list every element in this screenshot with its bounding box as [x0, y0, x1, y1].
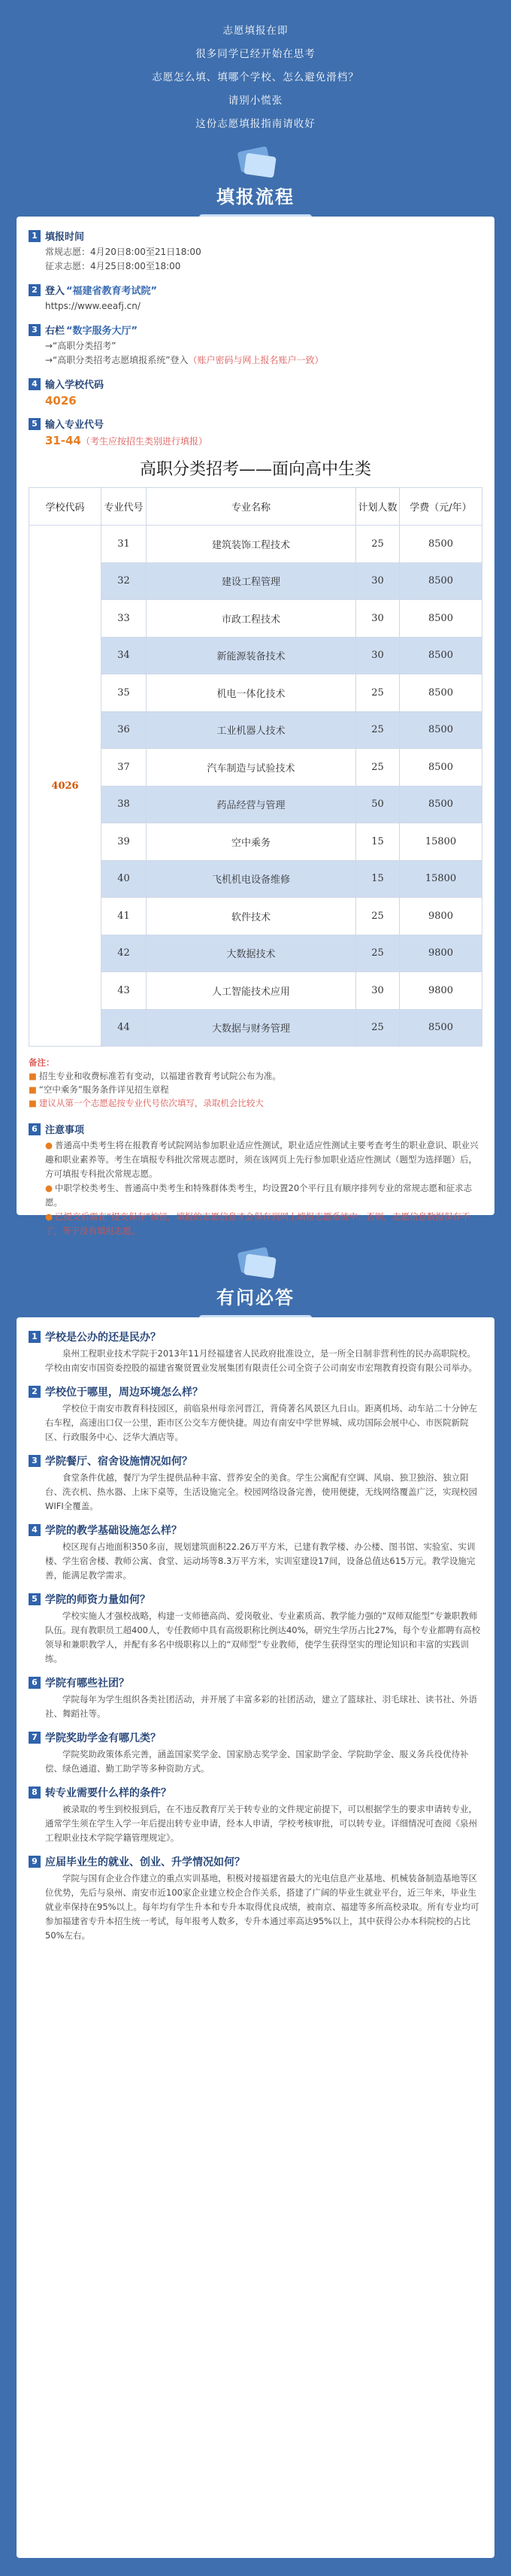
faq-question-text: 学校是公办的还是民办？ — [45, 1332, 161, 1344]
cell-code: 38 — [101, 786, 147, 823]
step-body — [29, 245, 482, 274]
cell-plan: 15 — [356, 823, 400, 861]
table-notes — [29, 1056, 482, 1110]
step-title: 注意事项 — [45, 1125, 85, 1136]
step-title: 输入学校代码 — [45, 380, 104, 391]
note: ■ 招生专业和收费标准若有变动，以福建省教育考试院公布为准。 — [29, 1071, 281, 1081]
cell-name: 药品经营与管理 — [147, 786, 356, 823]
faq-question — [29, 1384, 482, 1399]
cell-code: 33 — [101, 600, 147, 638]
attention-item: ● 已提交后需在“提交保存”按钮，填报的志愿信息才会保存到网上填报志愿系统中；否则，志愿信息数据保存不了，等于没有填报志愿。 — [45, 1211, 470, 1236]
note: ■ “空中乘务”服务条件详见招生章程 — [29, 1084, 169, 1095]
process-card — [17, 217, 494, 1236]
cell-name: 汽车制造与试验技术 — [147, 749, 356, 786]
cell-code: 44 — [101, 1009, 147, 1047]
faq-number: 3 — [29, 1455, 41, 1467]
faq-item — [29, 1730, 482, 1776]
faq-answer: 学院每年为学生组织各类社团活动，并开展了丰富多彩的社团活动，建立了篮球社、羽毛球社、读书社、外语社、舞蹈社等。 — [45, 1694, 477, 1719]
faq-question-text: 学院有哪些社团？ — [45, 1677, 129, 1690]
attention-item: ● 普通高中类考生将在报教育考试院网站参加职业适应性测试，职业适应性测试主要考查考生的职业意识、职业兴趣和职业素养等。考生在填报专科批次常规志愿时，须在该网页上先行参加职业适应性测试（题型为选择题）后，方可填报专科批次常规志愿。 — [45, 1140, 479, 1179]
account-note: （账户密码与网上报名账户一致） — [188, 355, 324, 365]
intro-line: 志愿怎么填、填哪个学校、怎么避免滑档？ — [152, 71, 359, 83]
cell-name: 软件技术 — [147, 898, 356, 935]
cell-code: 43 — [101, 972, 147, 1010]
cell-fee: 8500 — [400, 562, 482, 600]
step-school-code — [29, 377, 482, 408]
cell-plan: 30 — [356, 637, 400, 674]
faq-answer: 校区现有占地面积350多亩，规划建筑面积22.26万平方米，已建有教学楼、办公楼、图书馆、实验室、实训楼、学生宿舍楼、教师公寓、食堂、运动场等8.3万平方米，实训室建设17间，设备总值达615万元。教学设施完善，能满足教学需求。 — [45, 1541, 476, 1580]
cell-name: 建设工程管理 — [147, 562, 356, 600]
faq-question — [29, 1730, 482, 1745]
faq-answer: 食堂条件优越，餐厅为学生提供品种丰富、营养安全的美食。学生公寓配有空调、风扇、独卫独浴、独立阳台、洗衣机、热水器、上床下桌等，生活设施完全。校园网络设备完善，使用便捷，无线网络覆盖广泛，实现校园WIFI全覆盖。 — [45, 1472, 477, 1511]
faq-number: 9 — [29, 1856, 41, 1868]
faq-question — [29, 1675, 482, 1690]
col-plan: 计划人数 — [356, 488, 400, 526]
cell-fee: 8500 — [400, 749, 482, 786]
cell-code: 32 — [101, 562, 147, 600]
attention-body — [29, 1138, 482, 1238]
cell-plan: 30 — [356, 600, 400, 638]
faq-header — [0, 1248, 511, 1321]
cell-plan: 30 — [356, 562, 400, 600]
step-title-pre: 登入 — [45, 286, 65, 297]
school-code: 4026 — [45, 394, 77, 408]
step-service — [29, 323, 482, 368]
cell-fee: 8500 — [400, 674, 482, 712]
faq-question-text: 学院奖助学金有哪几类？ — [45, 1732, 161, 1744]
cell-plan: 25 — [356, 526, 400, 563]
cell-fee: 8500 — [400, 1009, 482, 1047]
regular-time: 常规志愿：4月20日8:00至21日18:00 — [45, 247, 201, 257]
cell-fee: 9800 — [400, 898, 482, 935]
cell-plan: 25 — [356, 749, 400, 786]
faq-item — [29, 1384, 482, 1444]
cell-code: 39 — [101, 823, 147, 861]
cell-fee: 8500 — [400, 600, 482, 638]
faq-number: 6 — [29, 1677, 41, 1689]
intro — [0, 0, 511, 136]
faq-question — [29, 1453, 482, 1468]
faq-card — [17, 1317, 494, 2558]
cell-plan: 25 — [356, 898, 400, 935]
cell-code: 36 — [101, 711, 147, 749]
step-login — [29, 283, 482, 314]
cell-fee: 9800 — [400, 935, 482, 972]
step-number: 3 — [29, 324, 41, 336]
faq-question-text: 学院餐厅、宿舍设施情况如何？ — [45, 1456, 192, 1468]
school-code-cell: 4026 — [29, 526, 101, 1047]
cell-name: 新能源装备技术 — [147, 637, 356, 674]
faq-question — [29, 1523, 482, 1538]
cell-plan: 25 — [356, 711, 400, 749]
intro-line: 请别小慌张 — [228, 95, 283, 107]
intro-line: 这份志愿填报指南请收好 — [195, 118, 316, 130]
faq-answer: 泉州工程职业技术学院于2013年11月经福建省人民政府批准设立，是一所全日制非营利性的民办高职院校。学校由南安市国资委控股的福建省聚贤置业发展集团有限责任公司全资子公司南安市宏翔教育投资有限公司举办。 — [45, 1348, 477, 1373]
intro-line: 志愿填报在即 — [222, 25, 289, 37]
step-time — [29, 229, 482, 274]
faq-number: 1 — [29, 1331, 41, 1343]
major-code-range: 31-44 — [45, 434, 81, 447]
faq-item — [29, 1675, 482, 1721]
process-icon — [233, 147, 278, 177]
step-number: 2 — [29, 284, 41, 296]
faq-question-text: 学院的师资力量如何？ — [45, 1594, 150, 1606]
step-number: 5 — [29, 418, 41, 430]
cell-fee: 9800 — [400, 972, 482, 1010]
table-title: 高职分类招考——面向高中生类 — [139, 460, 371, 479]
col-major-code: 专业代号 — [101, 488, 147, 526]
attention-item: ● 中职学校类考生、普通高中类考生和特殊群体类考生，均设置20个平行且有顺序排列专业的常规志愿和征求志愿。 — [45, 1183, 473, 1208]
intro-line: 很多同学已经开始在思考 — [195, 48, 316, 60]
cell-plan: 15 — [356, 860, 400, 898]
cell-code: 41 — [101, 898, 147, 935]
cell-plan: 25 — [356, 1009, 400, 1047]
cell-fee: 8500 — [400, 786, 482, 823]
nav-path: →“高职分类招考” — [45, 341, 116, 351]
cell-plan: 30 — [356, 972, 400, 1010]
step-number: 4 — [29, 378, 41, 390]
website-link[interactable]: https://www.eeafj.cn/ — [45, 301, 141, 311]
cell-plan: 50 — [356, 786, 400, 823]
majors-table — [29, 487, 482, 1047]
major-code-note: （考生应按招生类别进行填报） — [80, 436, 207, 447]
faq-title: 有问必答 — [216, 1287, 295, 1308]
step-title-highlight: “数字服务大厅” — [66, 326, 138, 337]
faq-question — [29, 1854, 482, 1869]
step-number: 6 — [29, 1123, 41, 1135]
cell-name: 飞机机电设备维修 — [147, 860, 356, 898]
step-title-highlight: “福建省教育考试院” — [66, 286, 158, 297]
faq-number: 7 — [29, 1732, 41, 1744]
cell-code: 37 — [101, 749, 147, 786]
faq-answer: 学校位于南安市教育科技园区，前临泉州母亲河晋江，背倚著名风景区九日山。距离机场、动车站二十分钟左右车程，高速出口仅一公里，距市区公交车方便快捷。周边有南安中学世界城、成功国际会展中心、市医院新院区、行政服务中心、泛华大酒店等。 — [45, 1403, 477, 1442]
faq-question-text: 应届毕业生的就业、创业、升学情况如何？ — [45, 1856, 245, 1868]
cell-code: 35 — [101, 674, 147, 712]
cell-fee: 8500 — [400, 637, 482, 674]
cell-name: 市政工程技术 — [147, 600, 356, 638]
step-major-code — [29, 417, 482, 447]
cell-code: 40 — [101, 860, 147, 898]
faq-question-text: 学院的教学基础设施怎么样？ — [45, 1525, 182, 1537]
nav-path: →“高职分类招考志愿填报系统”登入 — [45, 355, 189, 365]
cell-code: 31 — [101, 526, 147, 563]
note: ■ 建议从第一个志愿起按专业代号依次填写，录取机会比较大 — [29, 1098, 264, 1108]
faq-number: 4 — [29, 1524, 41, 1536]
step-title: 输入专业代号 — [45, 420, 104, 431]
cell-name: 机电一体化技术 — [147, 674, 356, 712]
col-fee: 学费（元/年） — [400, 488, 482, 526]
faq-list — [29, 1329, 482, 1943]
faq-item — [29, 1854, 482, 1943]
cell-name: 人工智能技术应用 — [147, 972, 356, 1010]
cell-fee: 15800 — [400, 860, 482, 898]
process-title: 填报流程 — [216, 186, 295, 208]
process-header — [0, 147, 511, 220]
faq-question-text: 学校位于哪里，周边环境怎么样？ — [45, 1386, 203, 1399]
faq-answer: 被录取的考生到校报到后，在不违反教育厅关于转专业的文件规定前提下，可以根据学生的要求申请转专业，通常学生须在学生入学一年后提出转专业申请，经本人申请，学校考核审批，可以转专业。详细情况可查阅《泉州工程职业技术学院学籍管理规定》。 — [45, 1804, 477, 1843]
faq-number: 8 — [29, 1787, 41, 1799]
faq-item — [29, 1785, 482, 1845]
cell-fee: 15800 — [400, 823, 482, 861]
faq-item — [29, 1329, 482, 1375]
cell-plan: 25 — [356, 935, 400, 972]
cell-code: 34 — [101, 637, 147, 674]
faq-answer: 学院与国有企业合作建立的重点实训基地，积极对接福建省最大的光电信息产业基地、机械装备制造基地等区位优势，先后与泉州、南安市近100家企业建立校企合作关系，搭建了广阔的毕业生就业平台，近三年来，毕业生就业率保持在95%以上。每年均有学生升本和专升本取得优良成绩，被南京、福建等多所高校录取。所有专业均可参加福建省专升本招生统一考试，每年报考人数多，专升本通过率高达95%以上，其中获得公办本科院校的占比50%左右。 — [45, 1873, 479, 1941]
notes-title: 备注： — [29, 1057, 55, 1068]
cell-fee: 8500 — [400, 711, 482, 749]
solicit-time: 征求志愿：4月25日8:00至18:00 — [45, 261, 181, 271]
cell-name: 大数据与财务管理 — [147, 1009, 356, 1047]
cell-code: 42 — [101, 935, 147, 972]
cell-name: 工业机器人技术 — [147, 711, 356, 749]
step-title: 填报时间 — [45, 232, 85, 243]
faq-item — [29, 1453, 482, 1514]
col-major-name: 专业名称 — [147, 488, 356, 526]
faq-question — [29, 1329, 482, 1344]
faq-answer: 学院奖助政策体系完善，涵盖国家奖学金、国家励志奖学金、国家助学金、学院助学金、服义务兵役优待补偿、绿色通道、勤工助学等多种资助方式。 — [45, 1749, 469, 1774]
table-row — [29, 526, 482, 563]
col-school-code: 学校代码 — [29, 488, 101, 526]
step-number: 1 — [29, 230, 41, 242]
faq-answer: 学校实施人才强校战略，构建一支师德高尚、爱岗敬业、专业素质高、教学能力强的“双师双能型”专兼职教师队伍。现有教职员工超400人，专任教师中具有高级职称比例达40%，研究生学历占比27%，每个专业都聘有高校领导和兼职教学人，并配有多名中级职称以上的“双师型”专业教师，使学生获得坚实的理论知识和丰富的实践训练。 — [45, 1611, 481, 1664]
cell-name: 大数据技术 — [147, 935, 356, 972]
step-attention — [29, 1122, 482, 1238]
faq-question — [29, 1592, 482, 1607]
cell-name: 空中乘务 — [147, 823, 356, 861]
faq-number: 5 — [29, 1593, 41, 1605]
faq-number: 2 — [29, 1386, 41, 1398]
faq-question — [29, 1785, 482, 1800]
cell-name: 建筑装饰工程技术 — [147, 526, 356, 563]
cell-plan: 25 — [356, 674, 400, 712]
cell-fee: 8500 — [400, 526, 482, 563]
faq-question-text: 转专业需要什么样的条件？ — [45, 1787, 171, 1799]
faq-icon — [233, 1248, 278, 1278]
step-title-pre: 右栏 — [45, 326, 65, 337]
faq-item — [29, 1523, 482, 1583]
faq-item — [29, 1592, 482, 1666]
